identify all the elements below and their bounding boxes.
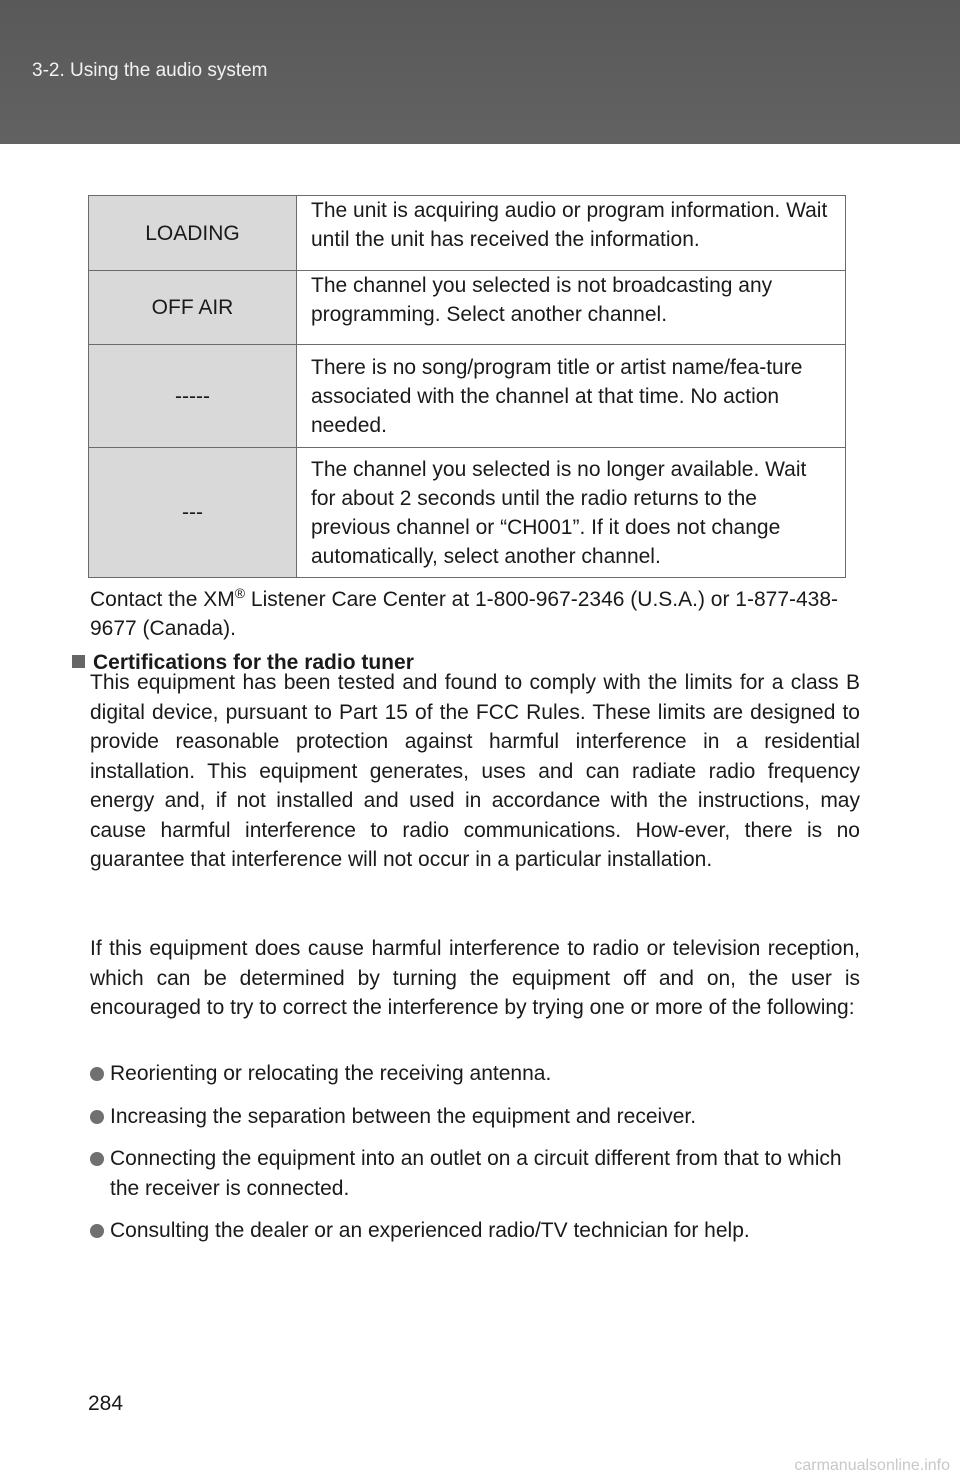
- table-row: [89, 271, 846, 345]
- page-number: 284: [88, 1392, 124, 1415]
- circle-bullet-icon: [90, 1067, 104, 1081]
- contact-prefix: Contact the XM: [90, 588, 235, 611]
- contact-suffix: Listener Care Center at 1-800-967-2346 (U.S.A.) or 1-877-438-9677 (Canada).: [90, 588, 839, 640]
- heading-text: Certifications for the radio tuner: [93, 651, 414, 674]
- list-item: [90, 1102, 860, 1132]
- registered-mark: ®: [234, 585, 246, 601]
- table-row: [89, 448, 846, 578]
- list-item: [90, 1144, 860, 1203]
- message-description: There is no song/program title or artist name/fea-ture associated with the channel at that time. No action needed.: [297, 345, 846, 448]
- message-code: OFF AIR: [89, 271, 297, 345]
- message-description: The channel you selected is no longer available. Wait for about 2 seconds until the radio returns to the previous channel or “CH001”. If it does not change automatically, select another channel.: [297, 448, 846, 578]
- circle-bullet-icon: [90, 1110, 104, 1124]
- message-description: The channel you selected is not broadcasting any programming. Select another channel.: [297, 271, 846, 345]
- message-code: ---: [89, 448, 297, 578]
- bullet-list: [90, 1059, 860, 1259]
- interference-paragraph: If this equipment does cause harmful interference to radio or television reception, which can be determined by turning the equipment off and on, the user is encouraged to try to correct the interference by trying one or more of the following:: [90, 937, 860, 1019]
- square-bullet-icon: [72, 655, 85, 668]
- fcc-paragraph: This equipment has been tested and found to comply with the limits for a class B digital device, pursuant to Part 15 of the FCC Rules. These limits are designed to provide reasonable protection against harmful interference in a residential installation. This equipment generates, uses and can radiate radio frequency energy and, if not installed and used in accordance with the instructions, may cause harmful interference to radio communications. How-ever, there is no guarantee that interference will not occur in a particular installation.: [90, 671, 860, 871]
- message-description: The unit is acquiring audio or program information. Wait until the unit has received the information.: [297, 196, 846, 271]
- message-code: -----: [89, 345, 297, 448]
- watermark: carmanualsonline.info: [794, 1457, 950, 1474]
- message-code: LOADING: [89, 196, 297, 271]
- message-table: [88, 195, 846, 578]
- list-item: [90, 1216, 860, 1246]
- list-item-text: Connecting the equipment into an outlet on a circuit different from that to which the receiver is connected.: [110, 1147, 842, 1200]
- table-row: [89, 196, 846, 271]
- list-item-text: Consulting the dealer or an experienced radio/TV technician for help.: [110, 1219, 750, 1242]
- table-row: [89, 345, 846, 448]
- circle-bullet-icon: [90, 1152, 104, 1166]
- list-item-text: Reorienting or relocating the receiving antenna.: [110, 1062, 552, 1085]
- list-item-text: Increasing the separation between the equipment and receiver.: [110, 1104, 697, 1128]
- contact-paragraph: [90, 585, 860, 643]
- circle-bullet-icon: [90, 1224, 104, 1238]
- section-title: 3-2. Using the audio system: [32, 60, 268, 81]
- list-item: [90, 1059, 860, 1089]
- page-header: [0, 0, 960, 144]
